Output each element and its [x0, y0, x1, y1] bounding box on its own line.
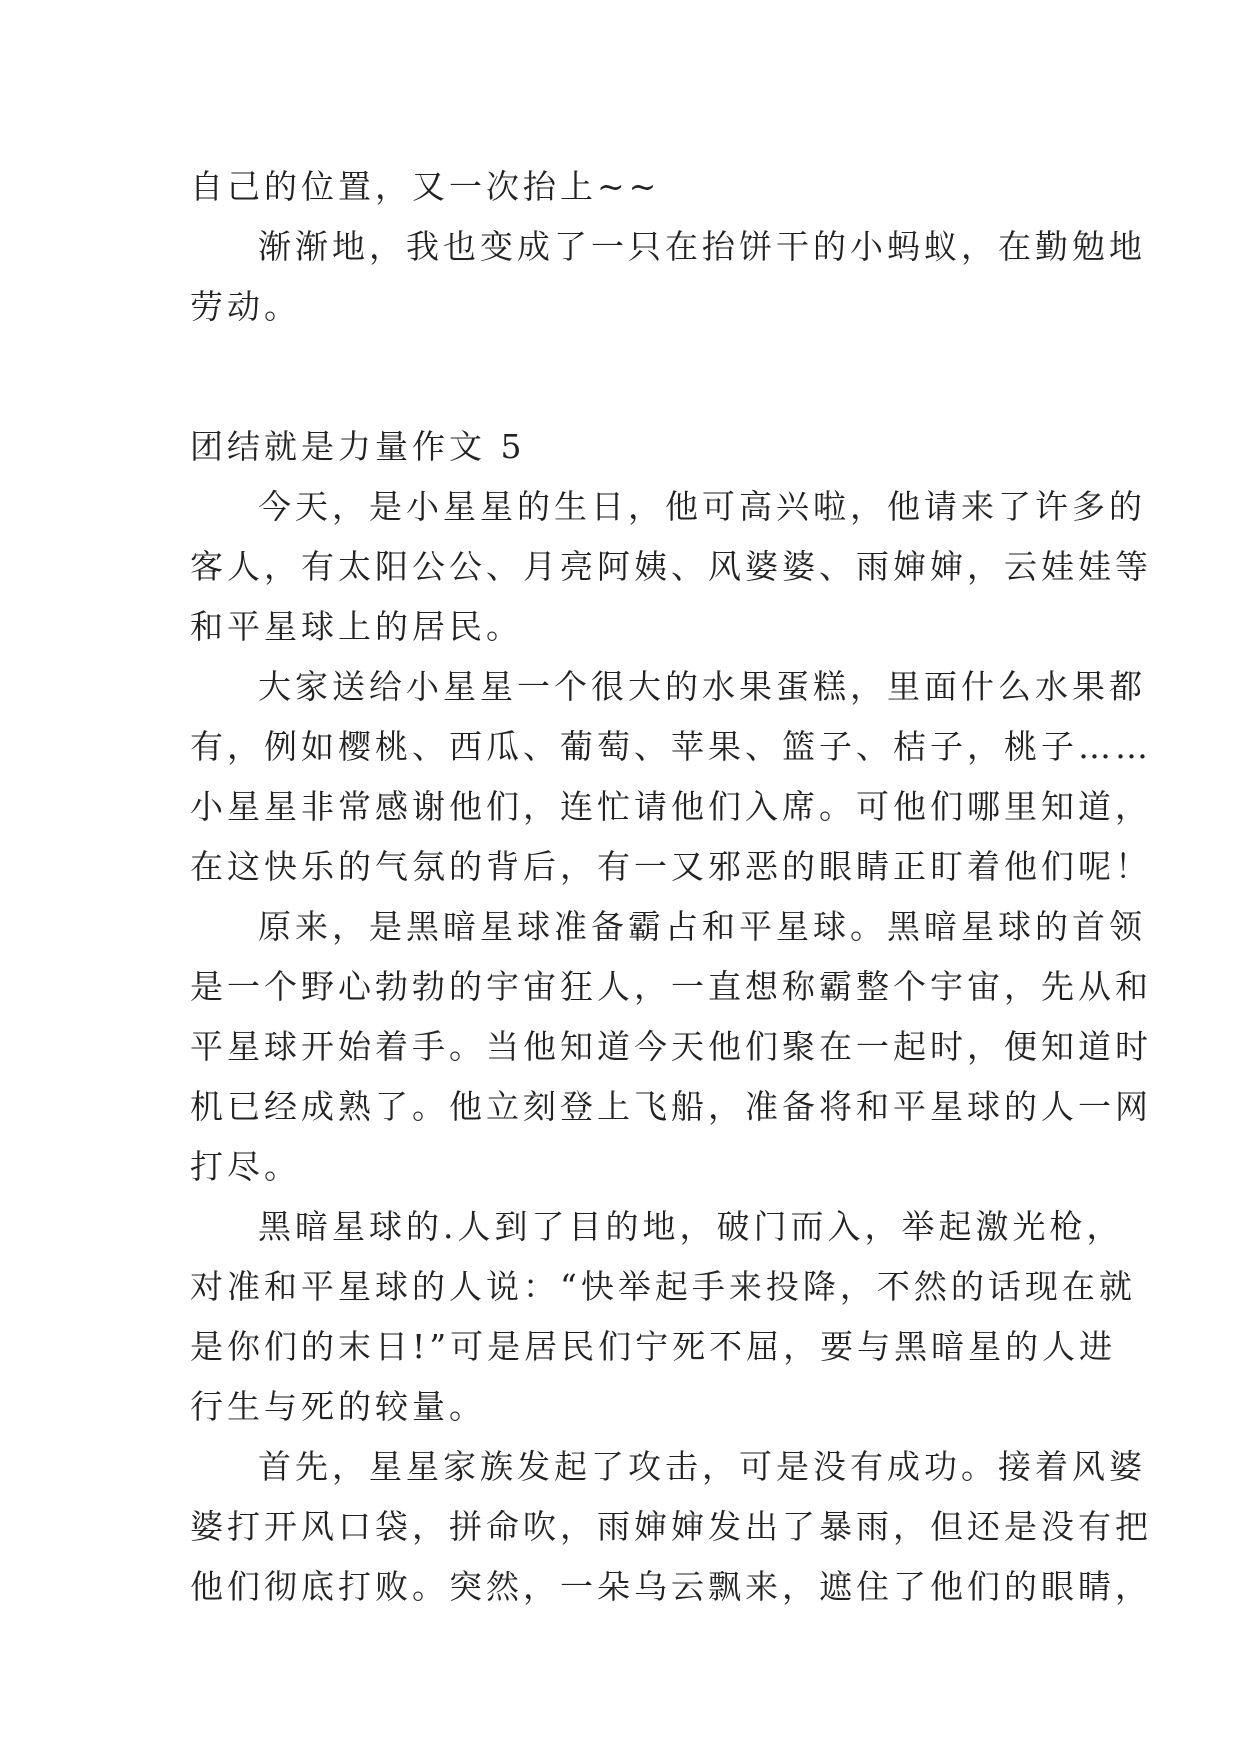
text-line: 渐渐地，我也变成了一只在抬饼干的小蚂蚁，在勤勉地 — [258, 227, 1146, 266]
paragraph-gap — [190, 337, 1050, 417]
text-line: 首先，星星家族发起了攻击，可是没有成功。接着风婆 — [258, 1447, 1146, 1486]
text-line: 行生与死的较量。 — [190, 1387, 486, 1426]
text-line: 小星星非常感谢他们，连忙请他们入席。可他们哪里知道， — [190, 787, 1152, 826]
text-line: 有，例如樱桃、西瓜、葡萄、苹果、篮子、桔子，桃子…… — [190, 727, 1152, 766]
document-body — [190, 157, 1152, 1617]
text-line: 自己的位置，又一次抬上~~ — [190, 167, 661, 206]
text-line: 是一个野心勃勃的宇宙狂人，一直想称霸整个宇宙，先从和 — [190, 967, 1152, 1006]
text-line: 对准和平星球的人说：“快举起手来投降，不然的话现在就 — [190, 1267, 1136, 1306]
text-line: 黑暗星球的.人到了目的地，破门而入，举起激光枪， — [258, 1207, 1124, 1246]
paragraph-5 — [190, 1437, 1152, 1617]
text-line: 大家送给小星星一个很大的水果蛋糕，里面什么水果都 — [258, 667, 1146, 706]
essay-heading: 团结就是力量作文 5 — [190, 427, 526, 466]
paragraph-1 — [190, 477, 1152, 657]
text-line: 婆打开风口袋，拼命吹，雨婶婶发出了暴雨，但还是没有把 — [190, 1507, 1152, 1546]
paragraph-4 — [190, 1197, 1136, 1437]
text-line: 和平星球上的居民。 — [190, 607, 523, 646]
text-line: 在这快乐的气氛的背后，有一又邪恶的眼睛正盯着他们呢！ — [190, 847, 1152, 886]
text-line: 他们彻底打败。突然，一朵乌云飘来，遮住了他们的眼睛， — [190, 1567, 1152, 1606]
text-line: 是你们的末日!”可是居民们宁死不屈，要与黑暗星的人进 — [190, 1327, 1117, 1366]
text-line: 打尽。 — [190, 1147, 301, 1186]
text-line: 机已经成熟了。他立刻登上飞船，准备将和平星球的人一网 — [190, 1087, 1152, 1126]
paragraph-3 — [190, 897, 1152, 1197]
text-line: 原来，是黑暗星球准备霸占和平星球。黑暗星球的首领 — [258, 907, 1146, 946]
text-line: 今天，是小星星的生日，他可高兴啦，他请来了许多的 — [258, 487, 1146, 526]
text-line: 客人，有太阳公公、月亮阿姨、风婆婆、雨婶婶，云娃娃等 — [190, 547, 1152, 586]
text-line: 劳动。 — [190, 287, 301, 326]
text-line: 平星球开始着手。当他知道今天他们聚在一起时，便知道时 — [190, 1027, 1152, 1066]
paragraph-2 — [190, 657, 1152, 897]
